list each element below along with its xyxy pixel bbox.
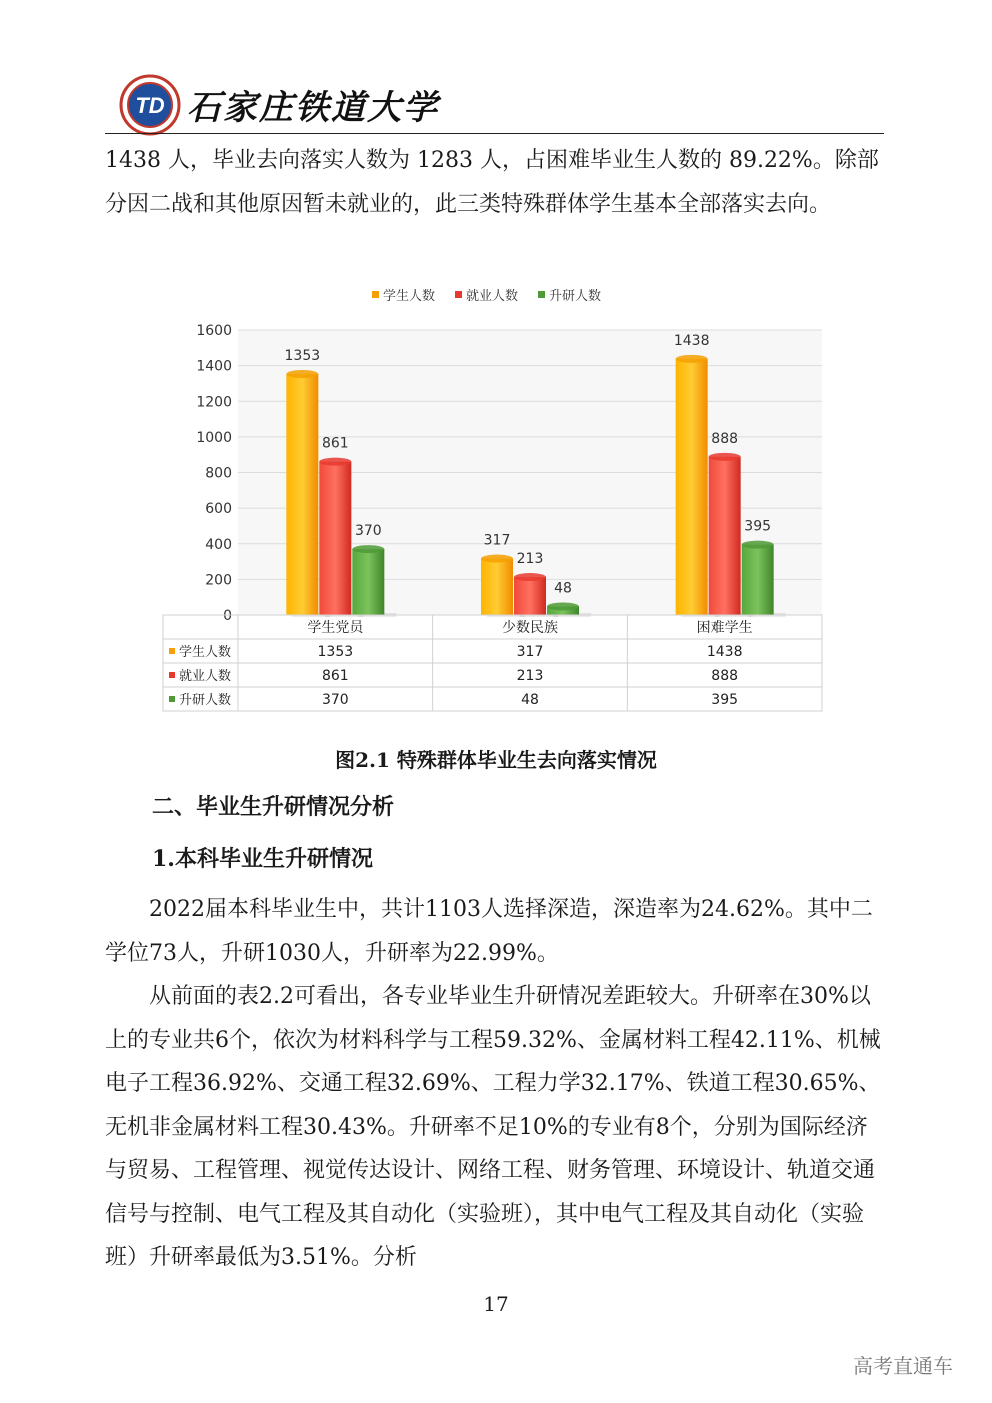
data-label: 1438 (673, 332, 710, 349)
bar (286, 374, 318, 615)
bar-cap (286, 370, 318, 378)
table-legend-swatch (169, 648, 175, 654)
data-label: 213 (516, 551, 544, 568)
watermark: 高考直通车 (853, 1354, 953, 1378)
table-cell: 395 (711, 692, 739, 708)
data-label: 317 (483, 532, 511, 549)
table-legend-swatch (169, 696, 175, 702)
bar-cap (514, 573, 546, 581)
page-number: 17 (483, 1292, 509, 1316)
subsection-heading: 1.本科毕业生升研情况 (152, 846, 373, 872)
y-tick-label: 1600 (196, 323, 232, 339)
university-name: 石家庄铁道大学 (187, 88, 439, 128)
chart-legend (372, 288, 601, 304)
legend-swatch (372, 291, 379, 298)
bar (676, 359, 708, 615)
data-label: 861 (321, 435, 349, 452)
legend-label: 学生人数 (383, 289, 436, 304)
y-tick-label: 800 (205, 465, 232, 482)
data-label: 1353 (284, 347, 321, 364)
data-label: 370 (354, 523, 382, 540)
bar-cap (319, 458, 351, 466)
figure-caption: 图2.1 特殊群体毕业生去向落实情况 (335, 748, 657, 772)
bar (709, 457, 741, 615)
category-label: 困难学生 (696, 620, 753, 636)
bar-cap (742, 541, 774, 549)
table-cell: 48 (521, 692, 539, 708)
paragraph-1: 1438 人，毕业去向落实人数为 1283 人，占困难毕业生人数的 89.22%。除部分因二战和其他原因暂未就业的，此三类特殊群体学生基本全部落实去向。 (105, 148, 879, 217)
table-series-name: 学生人数 (179, 645, 232, 660)
bar (481, 559, 513, 615)
page-header (105, 70, 885, 136)
logo-text: TD (135, 93, 165, 118)
data-label: 888 (711, 430, 739, 447)
paragraph-2: 2022届本科毕业生中，共计1103人选择深造，深造率为24.62%。其中二学位73人，升研1030人，升研率为22.99%。 (105, 897, 873, 966)
university-logo (119, 74, 181, 136)
table-cell: 370 (321, 692, 349, 708)
table-cell: 1353 (317, 644, 354, 660)
paragraph-3: 从前面的表2.2可看出，各专业毕业生升研情况差距较大。升研率在30%以上的专业共6个，依次为材料科学与工程59.32%、金属材料工程42.11%、机械电子工程36.92%、交通工程32.69%、工程力学32.17%、铁道工程30.65%、无机非金属材料工程30.43%。升研率不足10%的专业有8个，分别为国际经济与贸易、工程管理、视觉传达设计、网络工程、财务管理、环境设计、轨道交通信号与控制、电气工程及其自动化（实验班），其中电气工程及其自动化（实验班）升研率最低为3.51%。分析 (105, 984, 881, 1270)
legend-label: 升研人数 (549, 289, 602, 304)
table-cell: 861 (321, 668, 349, 684)
bar (742, 545, 774, 615)
y-tick-label: 1400 (196, 358, 232, 375)
bar-cap (352, 545, 384, 553)
table-series-name: 升研人数 (179, 693, 232, 708)
data-label: 48 (554, 580, 572, 597)
y-axis (196, 323, 232, 624)
y-tick-label: 0 (223, 608, 232, 624)
bar-cap (709, 453, 741, 461)
bar-cap (481, 555, 513, 563)
y-tick-label: 400 (205, 536, 232, 553)
y-tick-label: 1000 (196, 429, 232, 446)
table-cell: 888 (711, 668, 739, 684)
table-cell: 317 (516, 644, 544, 660)
category-label: 学生党员 (307, 620, 364, 636)
y-tick-label: 600 (205, 501, 232, 518)
section-heading: 二、毕业生升研情况分析 (152, 794, 395, 820)
table-series-name: 就业人数 (179, 669, 232, 684)
legend-label: 就业人数 (466, 289, 519, 304)
header-rule (105, 133, 884, 134)
bar (514, 577, 546, 615)
bar-chart (160, 280, 830, 720)
y-tick-label: 1200 (196, 394, 232, 411)
bar (352, 549, 384, 615)
table-cell: 213 (516, 668, 544, 684)
y-tick-label: 200 (205, 572, 232, 589)
category-label: 少数民族 (502, 620, 558, 636)
table-cell: 1438 (706, 644, 743, 660)
bar (319, 462, 351, 615)
data-label: 395 (744, 518, 772, 535)
table-legend-swatch (169, 672, 175, 678)
data-table (163, 615, 822, 711)
legend-swatch (455, 291, 462, 298)
bar-cap (547, 602, 579, 610)
bar-cap (676, 355, 708, 363)
legend-swatch (538, 291, 545, 298)
